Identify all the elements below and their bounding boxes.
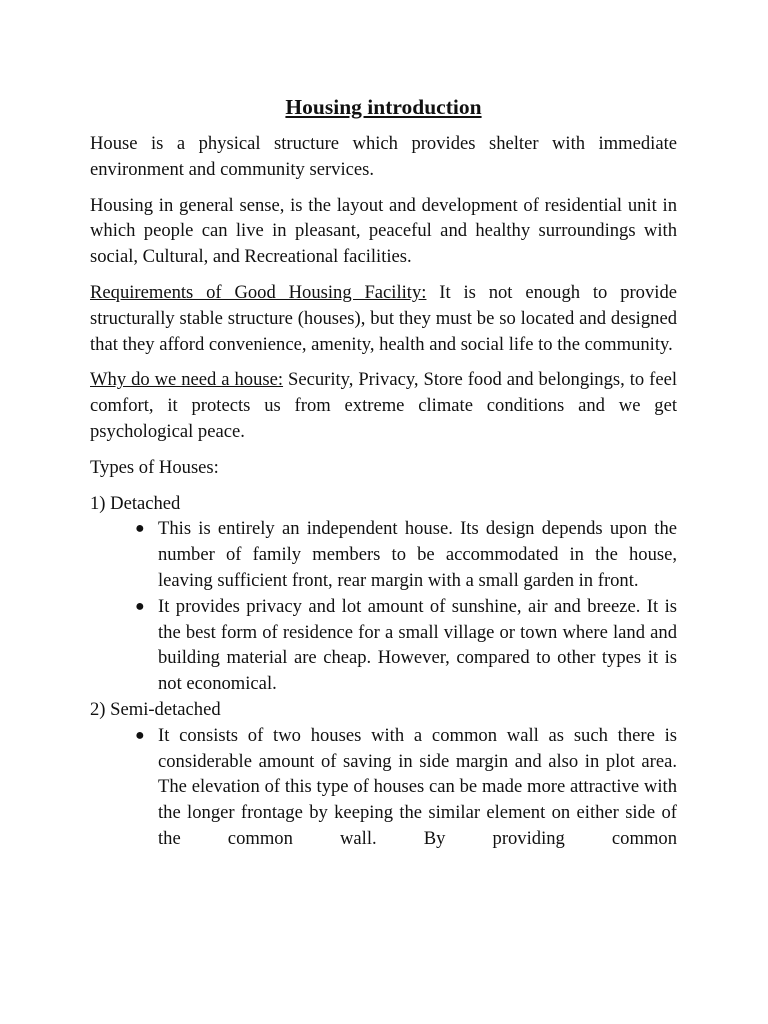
paragraph-why-house	[90, 367, 677, 444]
list-item-text: It provides privacy and lot amount of sunshine, air and breeze. It is the best form of residence for a small village or town where land and building material are cheap. However, compared to other types it is not economical.	[158, 595, 677, 695]
requirements-text: It is not enough to provide structurally stable structure (houses), but they must be so located and designed that they afford convenience, amenity, health and social life to the community.	[90, 281, 677, 355]
list-item-text: It consists of two houses with a common wall as such there is considerable amount of saving in side margin and also in plot area. The elevation of this type of houses can be made more attractive with the longer frontage by keeping the similar element on either side of the common wall. By providing common	[158, 724, 677, 849]
list-item	[135, 516, 677, 593]
types-heading: Types of Houses:	[90, 456, 219, 478]
section-heading-detached: 1) Detached	[90, 492, 181, 514]
why-house-label: Why do we need a house:	[90, 369, 284, 391]
bullet-icon: ●	[135, 597, 145, 615]
bullet-icon: ●	[135, 520, 145, 538]
list-item-text: This is entirely an independent house. Its design depends upon the number of family members to be accommodated in the house, leaving sufficient front, rear margin with a small garden in front.	[158, 518, 677, 591]
paragraph-housing-definition: Housing in general sense, is the layout and development of residential unit in which people can live in pleasant, peaceful and healthy surroundings with social, Cultural, and Recreational facilities.	[90, 194, 677, 268]
requirements-label: Requirements of Good Housing Facility:	[90, 281, 427, 303]
section-heading-semi-detached: 2) Semi-detached	[90, 698, 221, 720]
bullet-list-detached	[90, 516, 677, 697]
bullet-list-semi-detached	[90, 723, 677, 852]
list-item	[135, 594, 677, 697]
bullet-icon: ●	[135, 726, 145, 744]
document-page	[90, 92, 677, 852]
paragraph-requirements	[90, 280, 677, 357]
why-house-text: Security, Privacy, Store food and belongings, to feel comfort, it protects us from extreme climate conditions and we get psychological peace.	[90, 369, 677, 442]
page-title: Housing introduction	[285, 95, 482, 119]
list-item	[135, 723, 677, 852]
paragraph-house-definition: House is a physical structure which provides shelter with immediate environment and community services.	[90, 133, 677, 180]
